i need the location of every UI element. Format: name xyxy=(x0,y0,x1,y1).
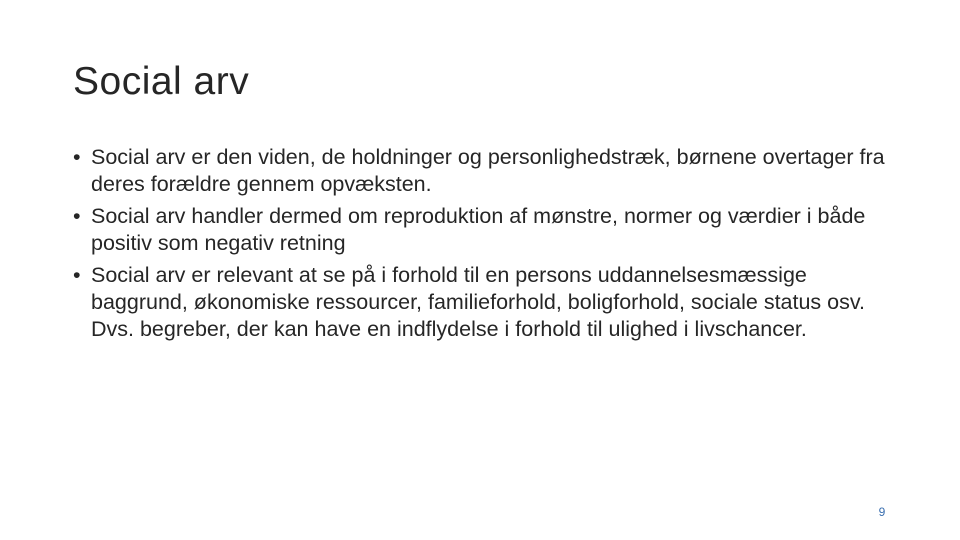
bullet-dot-icon: • xyxy=(73,145,81,169)
bullet-list xyxy=(73,144,903,348)
bullet-text: Social arv er den viden, de holdninger og personlighedstræk, børnene overtager fra deres forældre gennem opvæksten. xyxy=(91,145,885,196)
bullet-dot-icon: • xyxy=(73,263,81,287)
slide-title: Social arv xyxy=(73,60,250,103)
bullet-dot-icon: • xyxy=(73,204,81,228)
bullet-item xyxy=(73,262,903,343)
bullet-text: Social arv handler dermed om reproduktion af mønstre, normer og værdier i både positiv som negativ retning xyxy=(91,204,866,255)
bullet-item xyxy=(73,203,903,257)
page-number: 9 xyxy=(878,505,886,519)
bullet-text: Social arv er relevant at se på i forhold til en persons uddannelsesmæssige baggrund, økonomiske ressourcer, familieforhold, boligforhold, sociale status osv. Dvs. begreber, der kan have en indflydelse i forhold til ulighed i livschancer. xyxy=(91,263,865,341)
bullet-item xyxy=(73,144,903,198)
